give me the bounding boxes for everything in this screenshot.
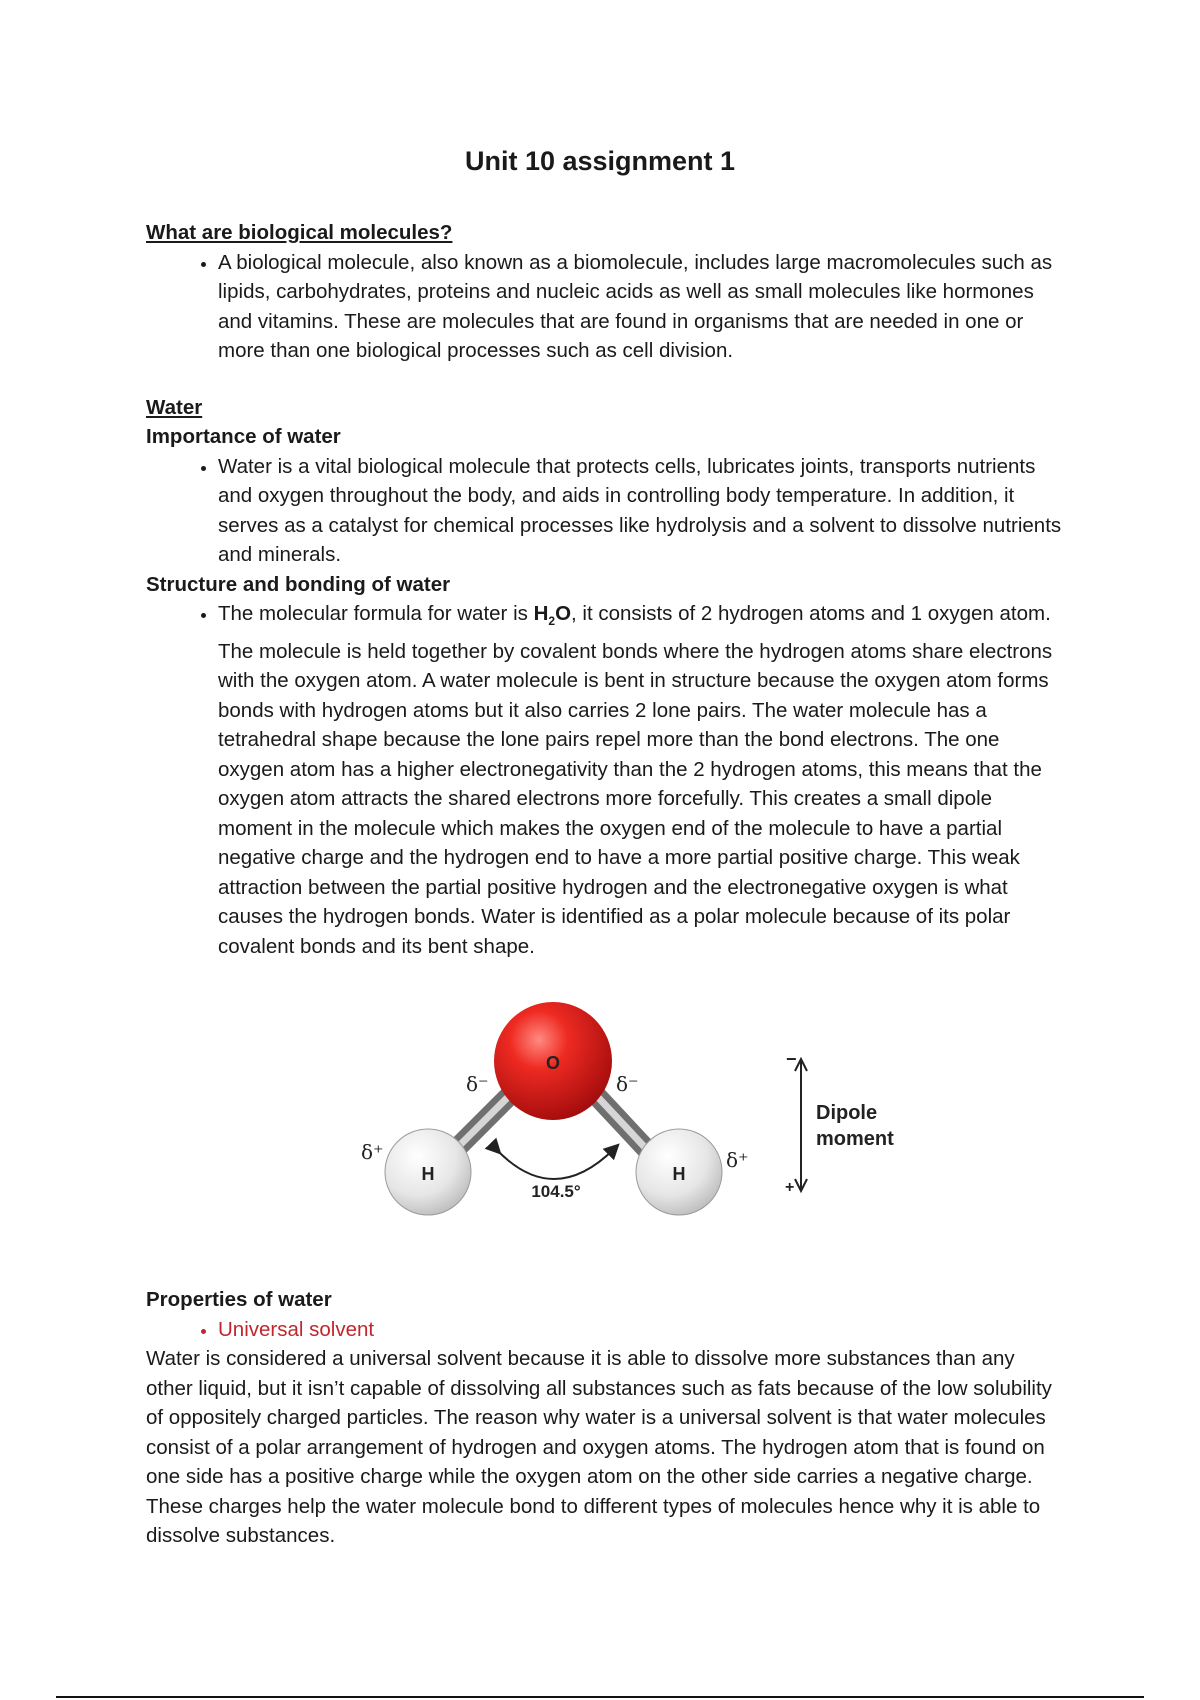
list-item: • A biological molecule, also known as a biomolecule, includes large macromolecules such as lipids, carbohydrates, proteins and nucleic acids as well as small molecules like hormones and vitamins. These are molecules that are found in organisms that are needed in one or more than one biological processes such as cell division. [218, 248, 1066, 366]
dipole-plus: + [785, 1179, 795, 1197]
importance-list [146, 452, 1066, 570]
delta-plus-left: δ⁺ [361, 1140, 384, 1165]
properties-list [146, 1315, 1066, 1345]
footer-divider [56, 1696, 1144, 1698]
hydrogen-label-right: H [672, 1164, 686, 1185]
delta-minus-left: δ⁻ [466, 1072, 489, 1097]
structure-text-rest: , it consists of 2 hydrogen atoms and 1 oxygen atom. The molecule is held together by covalent bonds where the hydrogen atoms share electrons with the oxygen atom. A water molecule is bent in structure because the oxygen atom forms bonds with hydrogen atoms but it also carries 2 lone pairs. The water molecule has a tetrahedral shape because the lone pairs repel more than the bond electrons. The one oxygen atom has a higher electronegativity than the 2 hydrogen atoms, this means that the oxygen atom attracts the shared electrons more forcefully. This creates a small dipole moment in the molecule which makes the oxygen end of the molecule to have a partial negative charge and the hydrogen end to have a more partial positive charge. This weak attraction between the partial positive hydrogen and the electronegative oxygen is what causes the hydrogen bonds. Water is identified as a polar molecule because of its polar covalent bonds and its bent shape. [218, 602, 1053, 958]
heading-biological-molecules: What are biological molecules? [146, 221, 453, 244]
formula-o: O [555, 602, 572, 625]
molecular-formula [533, 602, 572, 629]
dipole-label-line1: Dipole [816, 1102, 878, 1125]
formula-subscript: 2 [548, 614, 556, 629]
list-item: • Water is a vital biological molecule that protects cells, lubricates joints, transports nutrients and oxygen throughout the body, and aids in controlling body temperature. In addition, it serves as a catalyst for chemical processes like hydrolysis and a solvent to dissolve nutrients and minerals. [218, 452, 1066, 570]
water-molecule-svg [146, 979, 1066, 1279]
bond-angle-arc [496, 1149, 614, 1179]
formula-h: H [533, 602, 549, 625]
dipole-minus: − [786, 1049, 797, 1070]
structure-list [146, 599, 1066, 961]
biological-molecules-list [146, 248, 1066, 366]
page-title: Unit 10 assignment 1 [464, 146, 736, 176]
heading-structure-bonding: Structure and bonding of water [146, 572, 451, 596]
universal-solvent-paragraph: Water is considered a universal solvent because it is able to dissolve more substances than any other liquid, but it isn’t capable of dissolving all substances such as fats because of the low solubility of oppositely charged particles. The reason why water is a universal solvent is that water molecules consist of a polar arrangement of hydrogen and oxygen atoms. The hydrogen atom that is found on one side has a positive charge while the oxygen atom on the other side carries a negative charge. These charges help the water molecule bond to different types of molecules hence why it is able to dissolve substances. [146, 1347, 1052, 1548]
list-item [218, 599, 1066, 961]
delta-plus-right: δ⁺ [726, 1148, 749, 1173]
heading-importance-of-water: Importance of water [146, 425, 341, 448]
hydrogen-label-left: H [421, 1164, 435, 1185]
structure-text-prefix: The molecular formula for water is [218, 602, 534, 625]
document-body [146, 218, 1066, 1551]
delta-minus-right: δ⁻ [616, 1072, 639, 1097]
water-molecule-diagram [146, 979, 1066, 1279]
list-item-universal-solvent: • Universal solvent [218, 1315, 1066, 1345]
dipole-label-line2: moment [816, 1128, 894, 1151]
bond-angle-label: 104.5° [531, 1182, 581, 1202]
heading-properties-of-water: Properties of water [146, 1288, 332, 1312]
oxygen-label: O [545, 1053, 561, 1074]
heading-water: Water [146, 395, 203, 419]
